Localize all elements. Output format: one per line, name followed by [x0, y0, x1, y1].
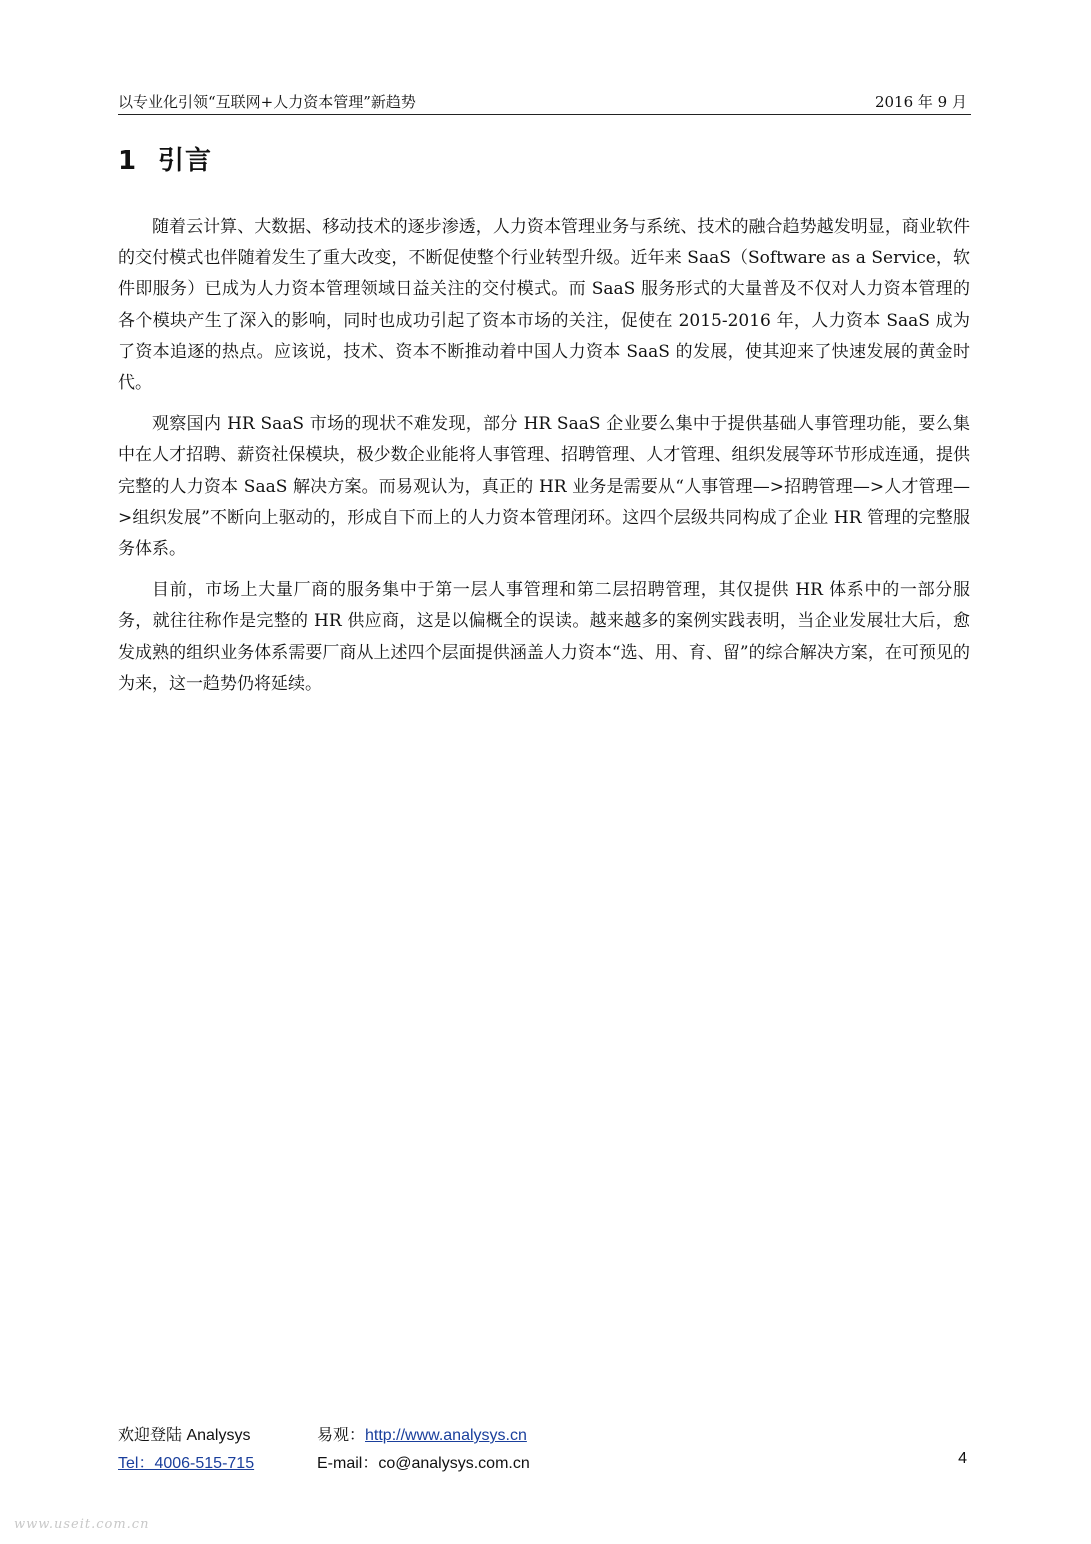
footer-email: E-mail：co@analysys.com.cn — [317, 1455, 530, 1472]
header-title: 以专业化引领“互联网+人力资本管理”新趋势 — [118, 93, 416, 111]
body-text — [118, 212, 970, 710]
footer-site-label: 易观： — [317, 1427, 366, 1444]
section-heading — [118, 140, 212, 177]
footer-row-2 — [118, 1446, 971, 1474]
footer-site-link[interactable]: http://www.analysys.cn — [365, 1427, 527, 1444]
footer-row-1 — [118, 1418, 971, 1446]
section-number: 1 — [118, 146, 138, 176]
paragraph-2: 观察国内 HR SaaS 市场的现状不难发现，部分 HR SaaS 企业要么集中于提供基础人事管理功能，要么集中在人才招聘、薪资社保模块，极少数企业能将人事管理、招聘管理、人才管理、组织发展等环节形成连通，提供完整的人力资本 SaaS 解决方案。而易观认为，真正的 HR 业务是需要从“人事管理—>招聘管理—>人才管理—>组织发展”不断向上驱动的，形成自下而上的人力资本管理闭环。这四个层级共同构成了企业 HR 管理的完整服务体系。 — [118, 414, 970, 560]
footer-tel-link[interactable]: Tel：4006-515-715 — [118, 1455, 255, 1472]
watermark: www.useit.com.cn — [14, 1517, 150, 1532]
page-header — [118, 88, 971, 115]
paragraph-3: 目前，市场上大量厂商的服务集中于第一层人事管理和第二层招聘管理，其仅提供 HR 体系中的一部分服务，就往往称作是完整的 HR 供应商，这是以偏概全的误读。越来越多的案例实践表明，当企业发展壮大后，愈发成熟的组织业务体系需要厂商从上述四个层面提供涵盖人力资本“选、用、育、留”的综合解决方案，在可预见的为来，这一趋势仍将延续。 — [118, 580, 970, 694]
paragraph-1: 随着云计算、大数据、移动技术的逐步渗透，人力资本管理业务与系统、技术的融合趋势越发明显，商业软件的交付模式也伴随着发生了重大改变，不断促使整个行业转型升级。近年来 SaaS（Software as a Service，软件即服务）已成为人力资本管理领域日益关注的交付模式。而 SaaS 服务形式的大量普及不仅对人力资本管理的各个模块产生了深入的影响，同时也成功引起了资本市场的关注，促使在 2015-2016 年，人力资本 SaaS 成为了资本追逐的热点。应该说，技术、资本不断推动着中国人力资本 SaaS 的发展，使其迎来了快速发展的黄金时代。 — [118, 217, 970, 394]
footer-site — [317, 1422, 527, 1445]
page-footer — [118, 1418, 971, 1474]
footer-welcome: 欢迎登陆 Analysys — [118, 1427, 251, 1444]
section-title: 引言 — [158, 146, 213, 176]
header-date: 2016 年 9 月 — [874, 93, 967, 111]
page-number: 4 — [958, 1450, 967, 1467]
